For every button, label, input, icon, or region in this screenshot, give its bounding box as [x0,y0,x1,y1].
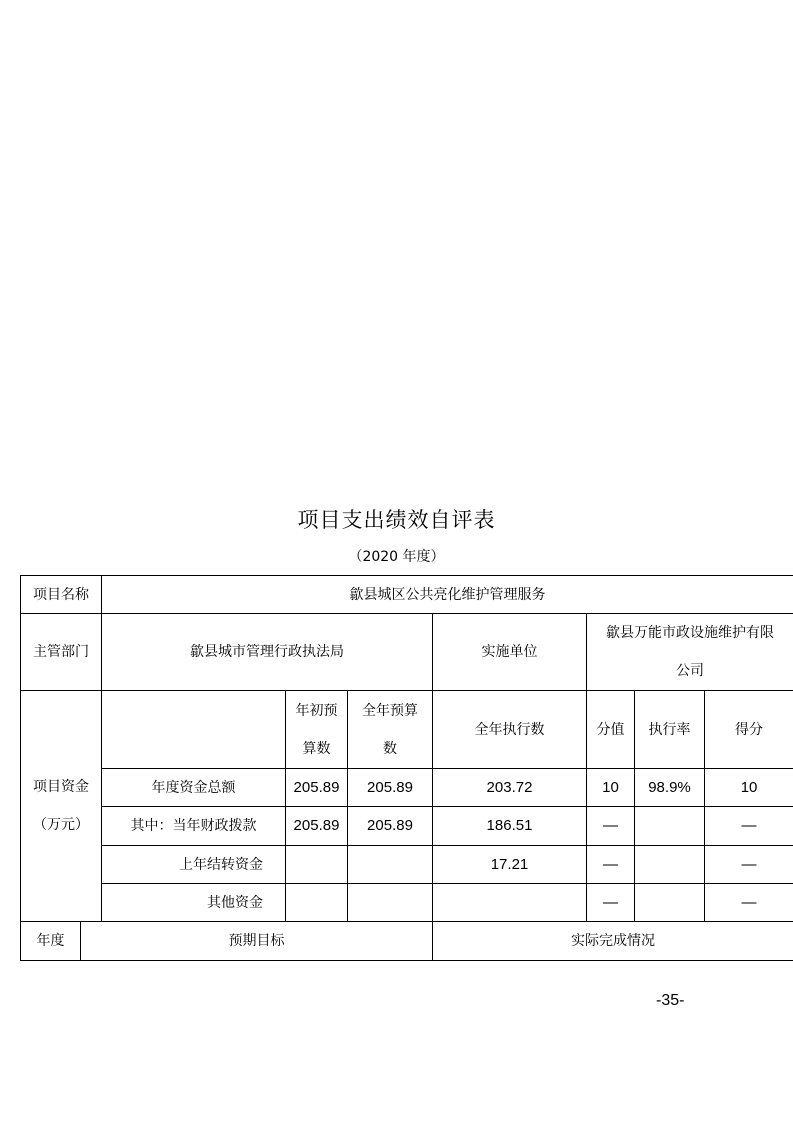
row-executed: 186.51 [433,807,587,846]
row-got: — [705,807,793,846]
header-score-got: 得分 [705,691,793,769]
row-executed: 203.72 [433,769,587,807]
project-name-value: 歙县城区公共亮化维护管理服务 [102,576,793,614]
header-initial-budget-line1: 年初预 [295,702,338,719]
table-row [21,691,793,769]
performance-table [20,575,793,961]
header-annual-budget-line2: 数 [383,740,397,757]
row-label: 年度资金总额 [102,769,286,807]
funds-label [21,691,102,922]
row-initial: 205.89 [286,807,348,846]
row-got: — [705,846,793,884]
table-row [21,576,793,614]
funds-label-line1: 项目资金 [33,779,89,795]
row-label: 其他资金 [102,884,286,922]
row-score: — [587,807,635,846]
table-row [21,884,793,922]
row-initial: 205.89 [286,769,348,807]
header-annual-budget [348,691,433,769]
row-got: — [705,884,793,922]
table-row [21,807,793,846]
header-initial-budget [286,691,348,769]
row-initial [286,884,348,922]
year-label: 年度 [21,922,81,961]
page-subtitle: （2020 年度） [348,549,445,565]
row-executed: 17.21 [433,846,587,884]
page-title: 项目支出绩效自评表 [297,508,496,532]
row-annual: 205.89 [348,807,433,846]
row-rate: 98.9% [635,769,705,807]
row-annual [348,846,433,884]
header-blank [102,691,286,769]
table-row [21,922,793,961]
row-rate [635,884,705,922]
row-score: — [587,846,635,884]
funds-label-line2: （万元） [33,817,89,833]
table-row [21,769,793,807]
dept-value: 歙县城市管理行政执法局 [102,614,433,691]
project-name-label: 项目名称 [21,576,102,614]
impl-value-line1: 歙县万能市政设施维护有限 [606,625,775,641]
target-label: 预期目标 [81,922,433,961]
dept-label: 主管部门 [21,614,102,691]
row-executed [433,884,587,922]
table-row [21,846,793,884]
row-score: — [587,884,635,922]
actual-label: 实际完成情况 [433,922,793,961]
row-label: 其中：当年财政拨款 [102,807,286,846]
row-got: 10 [705,769,793,807]
row-initial [286,846,348,884]
row-rate [635,807,705,846]
impl-value [587,614,793,691]
row-annual: 205.89 [348,769,433,807]
header-annual-budget-line1: 全年预算 [362,702,418,719]
header-exec-rate: 执行率 [635,691,705,769]
row-label: 上年结转资金 [102,846,286,884]
table-row [21,614,793,691]
page-number: -35- [656,992,685,1009]
row-score: 10 [587,769,635,807]
header-score-value: 分值 [587,691,635,769]
header-initial-budget-line2: 算数 [302,740,331,757]
header-executed: 全年执行数 [433,691,587,769]
row-rate [635,846,705,884]
impl-value-line2: 公司 [676,663,705,679]
row-annual [348,884,433,922]
impl-label: 实施单位 [433,614,587,691]
